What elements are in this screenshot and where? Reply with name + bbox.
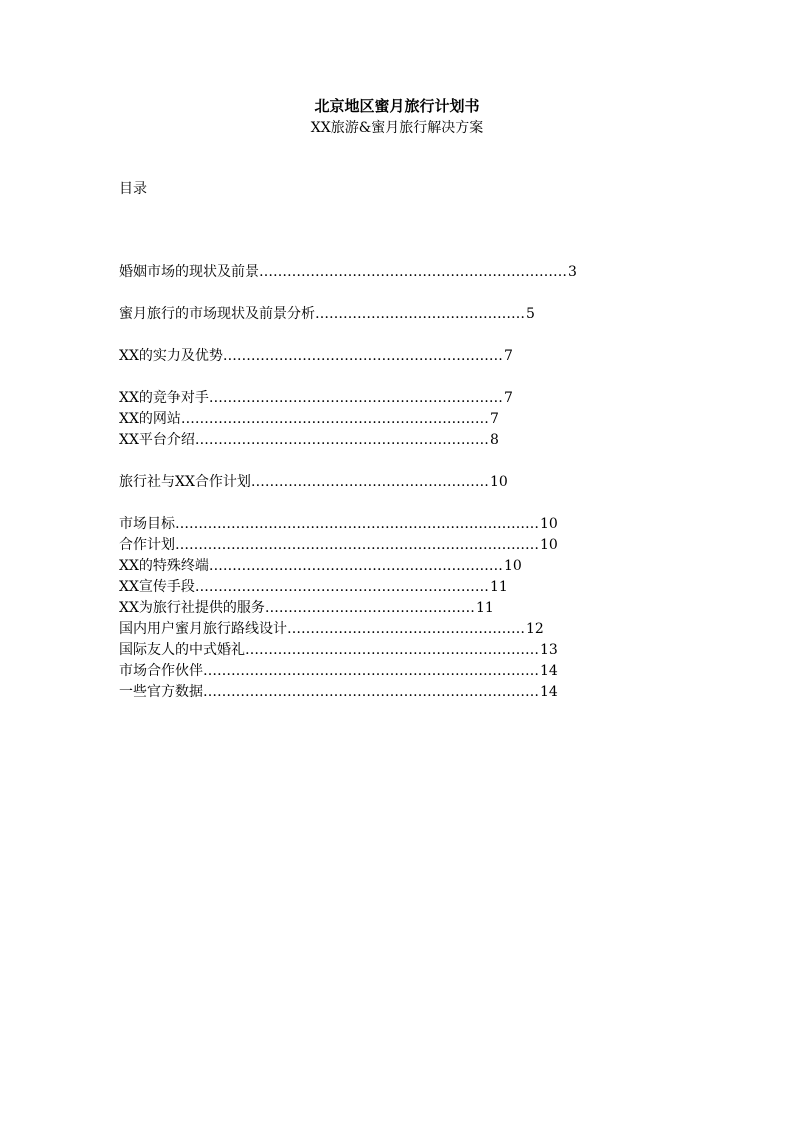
toc-entry[interactable] (119, 577, 619, 598)
toc-entry-text: 国际友人的中式婚礼……………………………………………………… (119, 642, 539, 658)
toc-entry-text: XX宣传手段……………………………………………………… (119, 579, 489, 595)
toc-entry[interactable] (119, 661, 619, 682)
toc-entry-page: 10 (503, 558, 522, 574)
toc-entry-text: 旅行社与XX合作计划…………………………………………… (119, 474, 489, 490)
toc-entry-page: 12 (526, 621, 544, 637)
toc-entry[interactable] (119, 472, 619, 493)
toc-entry[interactable] (119, 514, 619, 535)
toc-entry-text: 市场合作伙伴……………………………………………………………… (119, 663, 539, 679)
toc-entry-page: 8 (489, 432, 499, 448)
toc-entry-page: 14 (540, 684, 558, 700)
toc-entry[interactable] (119, 388, 619, 409)
toc-entry-text: 国内用户蜜月旅行路线设计…………………………………………… (119, 621, 525, 637)
toc-entry-text: 蜜月旅行的市场现状及前景分析……………………………………… (119, 306, 525, 322)
toc-entry-text: 婚姻市场的现状及前景………………………………………………………… (119, 264, 567, 280)
document-title: 北京地区蜜月旅行计划书 (314, 97, 480, 115)
toc-entry-text: XX为旅行社提供的服务……………………………………… (119, 600, 475, 616)
toc-entry[interactable] (119, 346, 619, 367)
toc-entry-page: 10 (540, 537, 558, 553)
toc-entry-text: 一些官方数据……………………………………………………………… (119, 684, 539, 700)
toc-entry[interactable] (119, 535, 619, 556)
toc-entry-page: 10 (489, 474, 508, 490)
toc-entry-page: 11 (475, 600, 494, 616)
toc-entry-text: 合作计划…………………………………………………………………… (119, 537, 539, 553)
toc-entry-text: XX的竞争对手……………………………………………………… (119, 390, 503, 406)
toc-entry[interactable] (119, 262, 619, 283)
toc-entry-page: 14 (540, 663, 558, 679)
toc-entry-page: 7 (503, 390, 513, 406)
toc-entry-text: XX平台介绍……………………………………………………… (119, 432, 489, 448)
toc-entry-page: 7 (489, 411, 499, 427)
toc-entry-page: 11 (489, 579, 508, 595)
toc-entry[interactable] (119, 409, 619, 430)
toc-entry[interactable] (119, 304, 619, 325)
toc-entry-text: XX的网站………………………………………………………… (119, 411, 489, 427)
toc-entry-text: XX的实力及优势…………………………………………………… (119, 348, 503, 364)
toc-entry-page: 10 (540, 516, 558, 532)
toc-entry-text: XX的特殊终端……………………………………………………… (119, 558, 503, 574)
toc-entry[interactable] (119, 430, 619, 451)
toc-entry-page: 5 (526, 306, 535, 322)
toc-entry[interactable] (119, 619, 619, 640)
toc-entry[interactable] (119, 640, 619, 661)
toc-entry-page: 13 (540, 642, 558, 658)
toc-entry-page: 7 (503, 348, 513, 364)
toc-entry[interactable] (119, 598, 619, 619)
toc-entry-text: 市场目标…………………………………………………………………… (119, 516, 539, 532)
table-of-contents (119, 262, 619, 703)
toc-entry-page: 3 (568, 264, 577, 280)
document-subtitle: XX旅游&蜜月旅行解决方案 (310, 120, 484, 136)
toc-heading: 目录 (119, 181, 147, 197)
toc-entry[interactable] (119, 556, 619, 577)
toc-entry[interactable] (119, 682, 619, 703)
